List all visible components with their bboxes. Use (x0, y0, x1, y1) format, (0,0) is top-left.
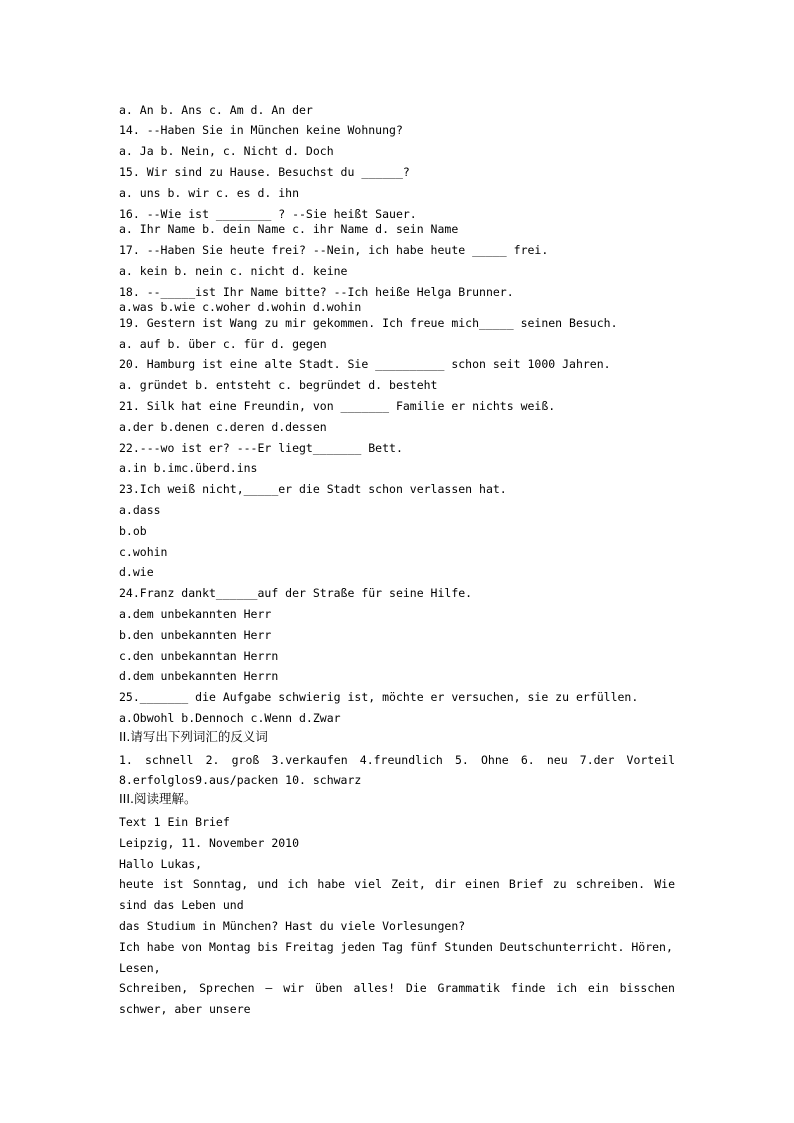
letter-greeting: Hallo Lukas, (119, 857, 203, 871)
question-19: 19. Gestern ist Wang zu mir gekommen. Ich freue mich_____ seinen Besuch. (119, 316, 618, 330)
section-heading-reading: III.阅读理解。 (119, 791, 197, 806)
letter-body-line: Ich habe von Montag bis Freitag jeden Tag fünf Stunden Deutschunterricht. Hören, (119, 940, 673, 954)
answer-option-24b: b.den unbekannten Herr (119, 628, 272, 642)
answer-options-16: a. Ihr Name b. dein Name c. ihr Name d. sein Name (119, 222, 459, 236)
answer-options-21: a.der b.denen c.deren d.dessen (119, 420, 327, 434)
answer-options-25: a.Obwohl b.Dennoch c.Wenn d.Zwar (119, 711, 341, 725)
letter-body-line: sind das Leben und (119, 898, 244, 912)
answer-option-23a: a.dass (119, 503, 161, 517)
answer-options-14: a. Ja b. Nein, c. Nicht d. Doch (119, 144, 334, 158)
section-heading-antonyms: II.请写出下列词汇的反义词 (119, 729, 268, 744)
answer-option-23d: d.wie (119, 565, 154, 579)
answer-options-17: a. kein b. nein c. nicht d. keine (119, 264, 348, 278)
question-17: 17. --Haben Sie heute frei? --Nein, ich habe heute _____ frei. (119, 243, 549, 257)
answer-options-19: a. auf b. über c. für d. gegen (119, 337, 327, 351)
question-20: 20. Hamburg ist eine alte Stadt. Sie __________ schon seit 1000 Jahren. (119, 357, 611, 371)
answer-options-13: a. An b. Ans c. Am d. An der (119, 103, 313, 117)
question-18: 18. --_____ist Ihr Name bitte? --Ich heiße Helga Brunner. (119, 285, 514, 299)
answer-options-15: a. uns b. wir c. es d. ihn (119, 186, 300, 200)
answer-option-24a: a.dem unbekannten Herr (119, 607, 272, 621)
question-14: 14. --Haben Sie in München keine Wohnung? (119, 123, 403, 137)
antonym-word-list-2: 8.erfolglos9.aus/packen 10. schwarz (119, 773, 362, 787)
letter-body-line: das Studium in München? Hast du viele Vorlesungen? (119, 919, 466, 933)
letter-body-line: Schreiben, Sprechen – wir üben alles! Die Grammatik finde ich ein bisschen (119, 981, 675, 995)
answer-option-23b: b.ob (119, 524, 147, 538)
letter-date: Leipzig, 11. November 2010 (119, 836, 300, 850)
letter-body-line: Lesen, (119, 961, 161, 975)
answer-options-22: a.in b.imc.überd.ins (119, 461, 258, 475)
letter-body-line: schwer, aber unsere (119, 1002, 251, 1016)
answer-options-18: a.was b.wie c.woher d.wohin d.wohin (119, 300, 362, 314)
question-15: 15. Wir sind zu Hause. Besuchst du ______? (119, 165, 410, 179)
letter-body-line: heute ist Sonntag, und ich habe viel Zeit, dir einen Brief zu schreiben. Wie (119, 877, 675, 891)
text-title: Text 1 Ein Brief (119, 815, 230, 829)
question-24: 24.Franz dankt______auf der Straße für seine Hilfe. (119, 586, 473, 600)
question-16: 16. --Wie ist ________ ? --Sie heißt Sauer. (119, 207, 417, 221)
question-22: 22.---wo ist er? ---Er liegt_______ Bett. (119, 441, 403, 455)
question-21: 21. Silk hat eine Freundin, von _______ Familie er nichts weiß. (119, 399, 556, 413)
answer-option-23c: c.wohin (119, 545, 168, 559)
answer-options-20: a. gründet b. entsteht c. begründet d. besteht (119, 378, 438, 392)
antonym-word-list-1: 1. schnell 2. groß 3.verkaufen 4.freundlich 5. Ohne 6. neu 7.der Vorteil (119, 753, 675, 767)
answer-option-24c: c.den unbekanntan Herrn (119, 649, 279, 663)
question-25: 25._______ die Aufgabe schwierig ist, möchte er versuchen, sie zu erfüllen. (119, 690, 639, 704)
answer-option-24d: d.dem unbekannten Herrn (119, 669, 279, 683)
question-23: 23.Ich weiß nicht,_____er die Stadt schon verlassen hat. (119, 482, 507, 496)
